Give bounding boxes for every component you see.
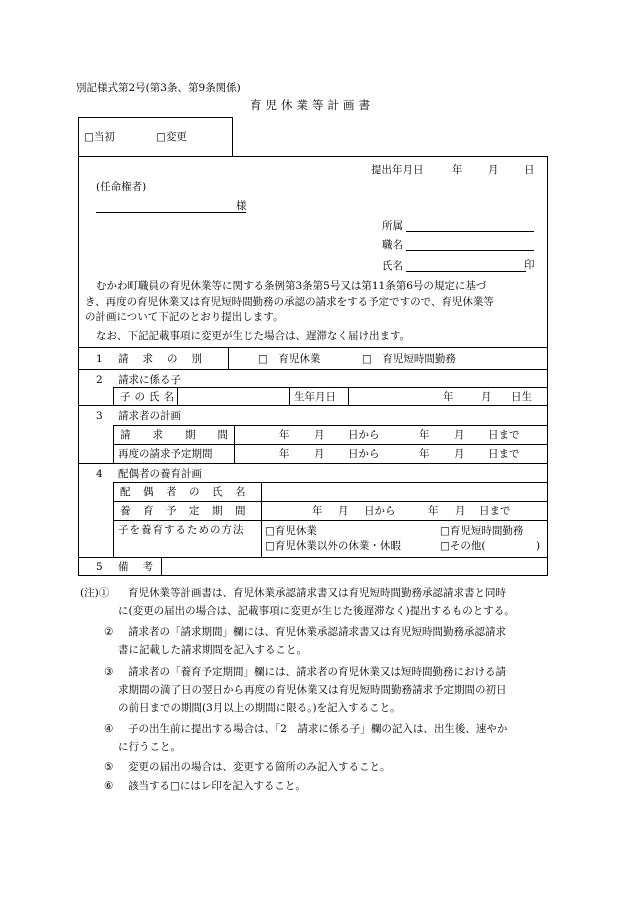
form-id: 別記様式第2号(第3条、第9条関係) [76, 82, 241, 94]
s1-number: 1 [96, 353, 103, 365]
s3-row1-to-year: 年 [419, 429, 430, 441]
s2-child-name-field[interactable] [178, 388, 288, 404]
s2-birth-label: 生年月日 [294, 391, 336, 403]
affiliation-line[interactable] [406, 231, 534, 232]
divider-s3-sub1 [113, 425, 548, 426]
s3-row2-from-day: 日から [348, 448, 380, 460]
note-2-line-b: 書に記載した請求期間を記入すること。 [118, 644, 307, 656]
s4-row2-to-year: 年 [428, 505, 439, 517]
s4-row2-to-day: 日まで [479, 505, 511, 517]
note-2-line-a: 請求者の「請求期間」欄には、育児休業承認請求書又は育児短時間勤務承認請求 [128, 626, 506, 638]
note-1-mark: (注)① [80, 587, 110, 599]
divider-s3-sub2 [113, 444, 548, 445]
s1-option-childcare-leave[interactable]: □ 育児休業 [258, 353, 321, 365]
s4-row1-label: 配偶者の氏名 [120, 486, 258, 498]
note-1-line-a: 育児休業等計画書は、育児休業承認請求書又は育児短時間勤務承認請求書と同時 [128, 587, 506, 599]
s4-row2-to-month: 月 [455, 505, 466, 517]
s4-option-other-leave[interactable]: □育児休業以外の休業・休暇 [265, 540, 401, 552]
s3-indent [113, 425, 114, 463]
note-3-line-b: 求期間の満了日の翌日から再度の育児休業又は育児短時間勤務請求予定期間の初日 [118, 684, 507, 696]
s4-label: 配偶者の養育計画 [118, 468, 202, 480]
s4-row2-from-year: 年 [312, 505, 323, 517]
s3-row1-from-day: 日から [348, 429, 380, 441]
s5-remarks-field[interactable] [162, 558, 547, 575]
submit-date-label: 提出年月日 [371, 164, 424, 176]
note-1-line-b: に(変更の届出の場合は、記載事項に変更が生じた後遅滞なく)提出するものとする。 [118, 605, 515, 617]
divider-s4-top [78, 463, 548, 464]
s3-label: 請求者の計画 [118, 410, 181, 422]
note-4-mark: ④ [104, 723, 114, 735]
note-6-mark: ⑥ [104, 780, 114, 792]
note-3-mark: ③ [104, 666, 114, 678]
s4-option-childcare-leave[interactable]: □育児休業 [265, 525, 317, 537]
s2-col2 [289, 387, 290, 405]
body-text-1: むかわ町職員の育児休業等に関する条例第3条第5号又は第11条第6号の規定に基づ [96, 280, 487, 292]
note-4-line-b: に行うこと。 [118, 741, 181, 753]
s2-indent [113, 387, 114, 405]
s3-row2-to-year: 年 [419, 448, 430, 460]
initial-checkbox[interactable]: □当初 [84, 131, 115, 143]
s4-row3-label: 子を養育するための方法 [118, 524, 245, 536]
s3-row2-label: 再度の請求予定期間 [118, 448, 213, 460]
s3-number: 3 [96, 410, 103, 422]
s4-row2-label: 養育予定期間 [120, 505, 258, 517]
s3-row2-to-day: 日まで [488, 448, 520, 460]
divider-s2-top [78, 369, 548, 370]
s1-col-divider [228, 347, 229, 369]
s4-number: 4 [96, 468, 103, 480]
body-text-3: の計画について下記のとおり提出します。 [85, 311, 284, 323]
s4-spouse-name-field[interactable] [262, 483, 547, 500]
note-2-mark: ② [104, 626, 114, 638]
body-text-2: き、再度の育児休業又は育児短時間勤務の承認の請求をする予定ですので、育児休業等 [85, 296, 494, 308]
note-6-line-a: 該当する□にはレ印を記入すること。 [128, 780, 306, 792]
note-5-mark: ⑤ [104, 761, 114, 773]
appointer-label: (任命権者) [96, 181, 147, 193]
s2-child-name-label: 子の氏名 [120, 391, 178, 403]
divider-s1-top [78, 347, 548, 348]
page-title: 育児休業等計画書 [250, 98, 374, 112]
s4-indent [113, 482, 114, 557]
divider-s3-top [78, 405, 548, 406]
s4-row2-from-month: 月 [338, 505, 349, 517]
s1-label: 請求の別 [118, 353, 216, 365]
sama-label: 様 [236, 200, 247, 212]
position-line[interactable] [406, 250, 534, 251]
s2-label: 請求に係る子 [118, 374, 181, 386]
s2-number: 2 [96, 374, 103, 386]
seal-label: 印 [524, 259, 535, 271]
s2-birth-day: 日生 [511, 391, 532, 403]
s4-option-short-hours[interactable]: □育児短時間勤務 [440, 525, 524, 537]
s1-option-short-hours[interactable]: □ 育児短時間勤務 [362, 353, 456, 365]
s3-row1-from-year: 年 [279, 429, 290, 441]
s4-option-other[interactable]: □その他( [440, 540, 486, 552]
s5-number: 5 [96, 561, 103, 573]
submit-month: 月 [488, 164, 499, 176]
divider-s4-sub2 [113, 501, 548, 502]
note-4-line-a: 子の出生前に提出する場合は、「2 請求に係る子」欄の記入は、出生後、速やか [128, 723, 508, 735]
note-5-line-a: 変更の届出の場合は、変更する箇所のみ記入すること。 [128, 761, 391, 773]
s3-row1-to-month: 月 [454, 429, 465, 441]
position-label: 職名 [382, 239, 403, 251]
s2-birth-year: 年 [443, 391, 454, 403]
name-line[interactable] [406, 271, 526, 272]
s3-row1-to-day: 日まで [488, 429, 520, 441]
divider-s4-sub3 [113, 520, 548, 521]
submit-year: 年 [452, 164, 463, 176]
name-label: 氏名 [382, 260, 403, 272]
s2-birth-month: 月 [481, 391, 492, 403]
s4-option-other-close: ) [536, 540, 541, 552]
s3-row2-to-month: 月 [454, 448, 465, 460]
s3-row1-from-month: 月 [314, 429, 325, 441]
affiliation-label: 所属 [382, 220, 403, 232]
note-3-line-a: 請求者の「養育予定期間」欄には、請求者の育児休業又は短時間勤務における請 [128, 666, 506, 678]
note-3-line-c: の前日までの期間(3月以上の期間に限る。)を記入すること。 [118, 702, 401, 714]
change-checkbox[interactable]: □変更 [156, 131, 187, 143]
submit-day: 日 [524, 164, 535, 176]
s3-row1-label: 請求期間 [120, 429, 250, 441]
s5-label: 備考 [118, 561, 167, 573]
body-text-4: なお、下記記載事項に変更が生じた場合は、遅滞なく届け出ます。 [96, 330, 411, 342]
s2-col3 [348, 387, 349, 405]
appointer-line[interactable] [96, 212, 246, 213]
s3-row2-from-year: 年 [279, 448, 290, 460]
s3-row2-from-month: 月 [314, 448, 325, 460]
s4-row2-from-day: 日から [364, 505, 396, 517]
